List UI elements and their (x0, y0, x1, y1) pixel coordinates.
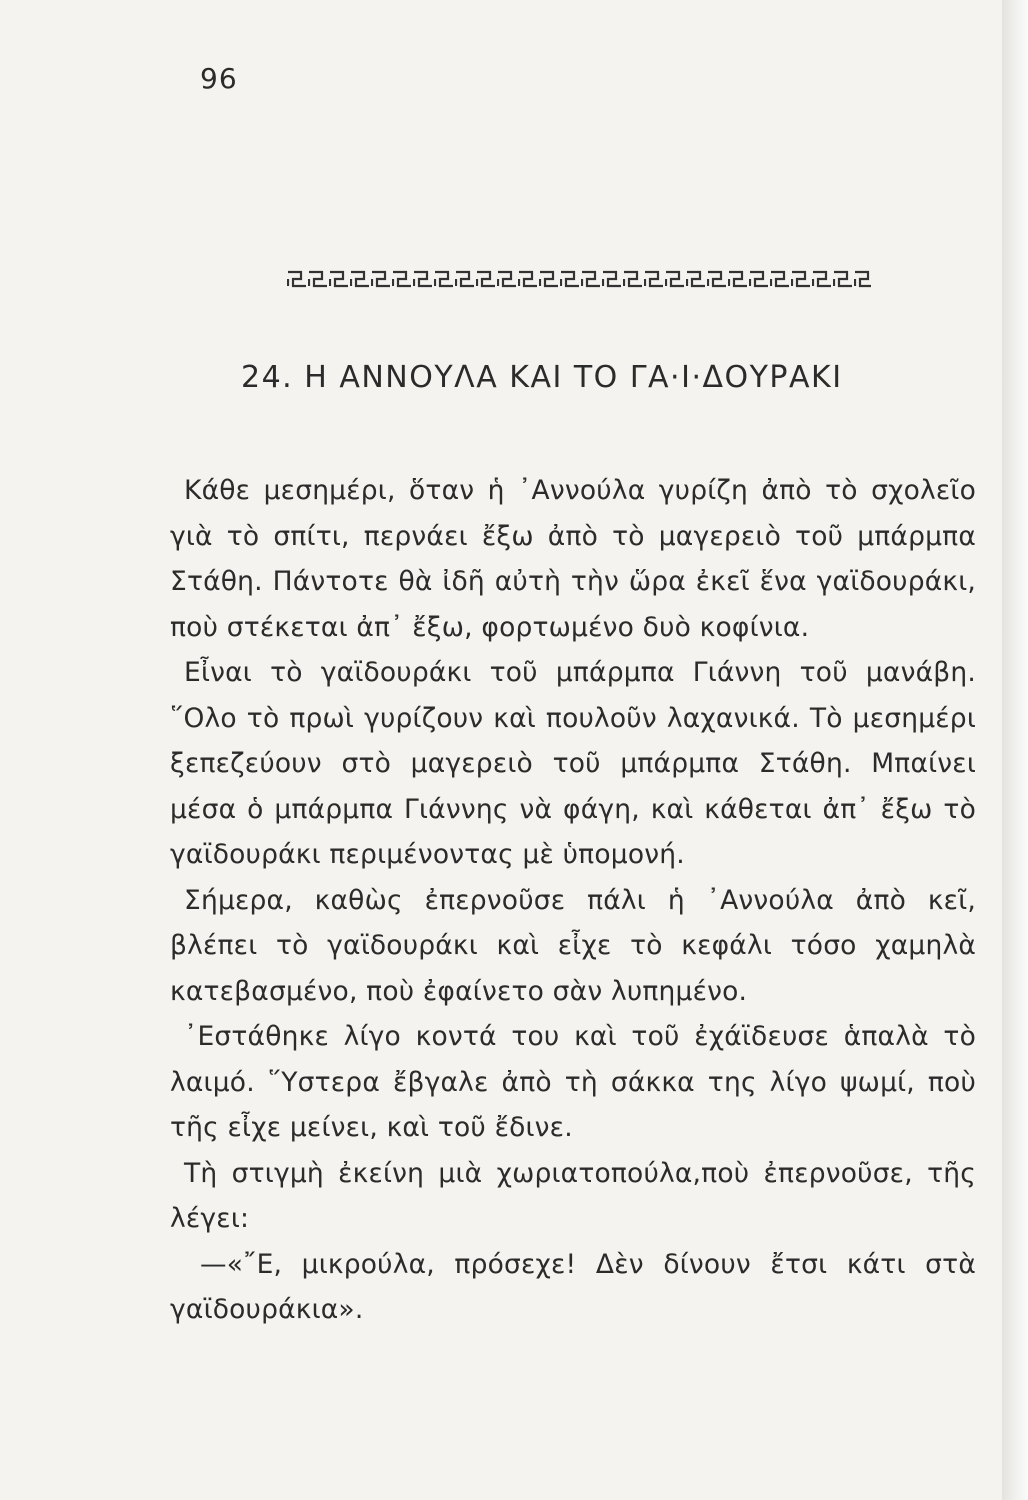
paragraph: Σήμερα, καθὼς ἐπερνοῦσε πάλι ἡ ᾿Αννούλα ἀπὸ κεῖ, βλέπει τὸ γαϊδουράκι καὶ εἶχε τὸ κεφάλι τόσο χαμηλὰ κατεβασμένο, ποὺ ἐφαίνετο σὰν λυπημένο. (170, 884, 976, 1007)
chapter-title: 24. Η ΑΝΝΟΥΛΑ ΚΑΙ ΤΟ ΓΑ·Ι·ΔΟΥΡΑΚΙ (241, 360, 843, 395)
greek-key-ornament (287, 269, 871, 289)
page-number: 96 (200, 62, 238, 95)
page-edge (1002, 0, 1028, 1500)
dialogue-paragraph: —«῎Ε, μικρούλα, πρόσεχε! Δὲν δίνουν ἔτσι κάτι στὰ γαϊδουράκια». (170, 1248, 976, 1325)
paragraph: Εἶναι τὸ γαϊδουράκι τοῦ μπάρμπα Γιάννη τοῦ μανάβη. ῞Ολο τὸ πρωὶ γυρίζουν καὶ πουλοῦν λαχανικά. Τὸ μεσημέρι ξεπεζεύουν στὸ μαγερειὸ τοῦ μπάρμπα Στάθη. Μπαίνει μέσα ὁ μπάρμπα Γιάννης νὰ φάγη, καὶ κάθεται ἀπ᾿ ἔξω τὸ γαϊδουράκι περιμένοντας μὲ ὑπομονή. (170, 657, 976, 870)
paragraph: Κάθε μεσημέρι, ὅταν ἡ ᾿Αννούλα γυρίζη ἀπὸ τὸ σχολεῖο γιὰ τὸ σπίτι, περνάει ἔξω ἀπὸ τὸ μαγερειὸ τοῦ μπάρμπα Στάθη. Πάντοτε θὰ ἰδῆ αὐτὴ τὴν ὥρα ἐκεῖ ἕνα γαϊδουράκι, ποὺ στέκεται ἀπ᾿ ἔξω, φορτωμένο δυὸ κοφίνια. (170, 475, 976, 643)
paragraph: ᾿Εστάθηκε λίγο κοντά του καὶ τοῦ ἐχάϊδευσε ἁπαλὰ τὸ λαιμό. ῞Υστερα ἔβγαλε ἀπὸ τὴ σάκκα της λίγο ψωμί, ποὺ τῆς εἶχε μείνει, καὶ τοῦ ἔδινε. (170, 1021, 976, 1143)
body-text (170, 468, 976, 1333)
paragraph: Τὴ στιγμὴ ἐκείνη μιὰ χωριατοπούλα,ποὺ ἐπερνοῦσε, τῆς λέγει: (170, 1157, 976, 1234)
